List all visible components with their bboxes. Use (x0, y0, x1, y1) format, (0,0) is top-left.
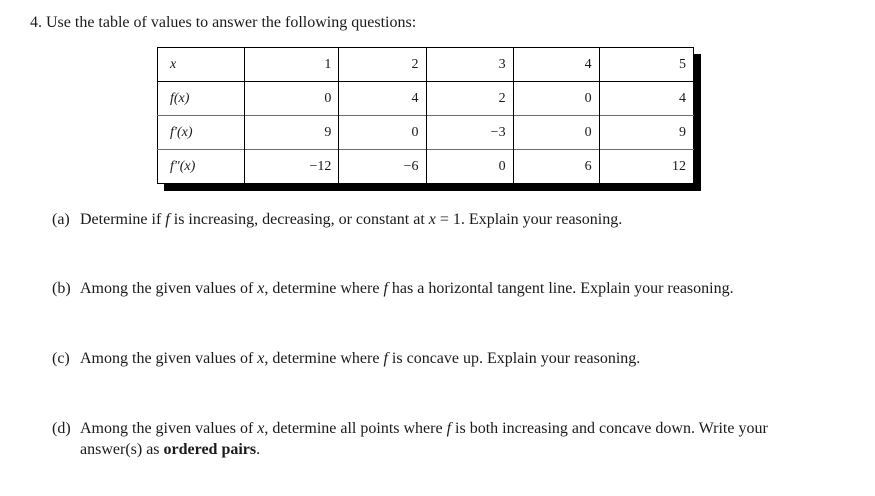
question-text: , determine where (264, 280, 384, 297)
question-b-label: (b) (52, 280, 71, 297)
row-label-f: f(x) (158, 82, 245, 116)
table-row-f-double-prime (158, 150, 694, 184)
table-row-x (158, 48, 694, 82)
math-var: x (257, 420, 265, 437)
table-cell: 1 (245, 48, 339, 82)
table-cell: 4 (513, 48, 599, 82)
table-cell: 0 (426, 150, 513, 184)
question-d-label: (d) (52, 420, 71, 437)
table-cell: 4 (339, 82, 426, 116)
question-text: Determine if (80, 211, 166, 228)
table-cell: 0 (513, 116, 599, 150)
table-cell: 0 (245, 82, 339, 116)
table-cell: −3 (426, 116, 513, 150)
table-cell: 9 (245, 116, 339, 150)
table-row-f (158, 82, 694, 116)
question-b (52, 279, 734, 299)
table-cell: −12 (245, 150, 339, 184)
table-cell: 4 (679, 90, 686, 106)
question-text: Among the given values of (80, 280, 258, 297)
table-cell: 2 (426, 82, 513, 116)
question-text: answer(s) as (80, 441, 164, 458)
math-var: f (383, 350, 388, 367)
question-d (52, 419, 768, 439)
table-cell: 12 (672, 158, 686, 174)
table-cell: 6 (513, 150, 599, 184)
question-text: is increasing, decreasing, or constant at (169, 211, 429, 228)
question-text: is both increasing and concave down. Write your (451, 420, 768, 437)
question-text: = 1. Explain your reasoning. (435, 211, 623, 228)
table-cell: −6 (339, 150, 426, 184)
table-cell: 5 (599, 48, 693, 82)
question-a (52, 210, 622, 230)
question-text: Among the given values of (80, 350, 258, 367)
math-var: x (257, 280, 265, 297)
table-cell: 0 (339, 116, 426, 150)
question-text: . (256, 441, 261, 458)
row-label-f-double-prime: f″(x) (158, 150, 245, 184)
values-table (157, 47, 694, 184)
table-cell: 9 (679, 124, 686, 140)
row-label-x: x (158, 48, 245, 82)
math-var: f (165, 211, 170, 228)
question-bold-text: ordered pairs (163, 441, 257, 458)
question-text: has a horizontal tangent line. Explain your reasoning. (387, 280, 734, 297)
question-text: , determine where (264, 350, 384, 367)
question-text: is concave up. Explain your reasoning. (387, 350, 641, 367)
values-table-container (157, 47, 694, 184)
problem-heading: 4. Use the table of values to answer the following questions: (30, 14, 417, 31)
question-d-line2 (80, 440, 260, 460)
math-var: f (446, 420, 452, 437)
question-c (52, 349, 640, 369)
table-cell: 2 (339, 48, 426, 82)
question-text: Among the given values of (80, 420, 258, 437)
table-row-f-prime (158, 116, 694, 150)
math-var: x (257, 350, 265, 367)
question-a-label: (a) (52, 211, 70, 228)
table-cell: 0 (513, 82, 599, 116)
table-cell: 3 (426, 48, 513, 82)
math-var: f (383, 280, 388, 297)
row-label-f-prime: f′(x) (158, 116, 245, 150)
question-c-label: (c) (52, 350, 70, 367)
math-var: x (428, 211, 436, 228)
question-text: , determine all points where (264, 420, 447, 437)
